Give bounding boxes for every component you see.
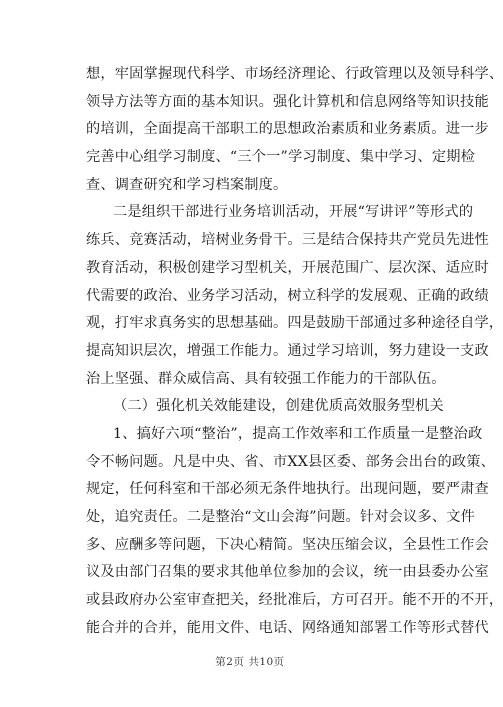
text-line-indented: 二是组织干部进行业务培训活动，开展“写讲评”等形式的: [113, 204, 474, 221]
text-line: 的培训，全面提高干部职工的思想政治素质和业务素质。进一步: [86, 121, 489, 138]
text-line: 能合并的合并，能用文件、电话、网络通知部署工作等形式替代: [86, 619, 489, 636]
page-number: 第2页 共10页: [215, 656, 285, 668]
text-line: 观，打牢求真务实的思想基础。四是鼓励干部通过多种途径自学，: [86, 315, 503, 332]
text-line: 议及由部门召集的要求其他单位参加的会议，统一由县委办公室: [86, 564, 489, 581]
text-line: 提高知识层次，增强工作能力。通过学习培训，努力建设一支政: [86, 342, 489, 359]
text-line: 教育活动，积极创建学习型机关，开展范围广、层次深、适应时: [86, 259, 489, 276]
text-line: 规定，任何科室和干部必须无条件地执行。出现问题，要严肃查: [86, 481, 489, 498]
text-line: 想，牢固掌握现代科学、市场经济理论、行政管理以及领导科学、: [86, 66, 503, 82]
section-heading: （二）强化机关效能建设，创建优质高效服务型机关: [113, 398, 444, 415]
text-line: 完善中心组学习制度、“三个一”学习制度、集中学习、定期检: [86, 149, 475, 166]
text-line: 或县政府办公室审查把关，经批准后，方可召开。能不开的不开，: [86, 592, 503, 609]
text-line: 练兵、竞赛活动，培树业务骨干。三是结合保持共产党员先进性: [86, 232, 489, 249]
text-line: 令不畅问题。凡是中央、省、市XX县区委、部务会出台的政策、: [86, 453, 496, 470]
text-line-indented: 1、搞好六项“整治”，提高工作效率和工作质量一是整治政: [113, 425, 483, 442]
text-line: 领导方法等方面的基本知识。强化计算机和信息网络等知识技能: [86, 93, 489, 110]
page-footer: [0, 654, 500, 669]
text-line: 代需要的政治、业务学习活动，树立科学的发展观、正确的政绩: [86, 287, 489, 304]
text-line: 治上坚强、群众威信高、具有较强工作能力的干部队伍。: [86, 370, 446, 387]
text-line: 查、调查研究和学习档案制度。: [86, 176, 288, 193]
text-line: 多、应酬多等问题，下决心精简。坚决压缩会议，全县性工作会: [86, 536, 489, 553]
text-line: 处，追究责任。二是整治“文山会海”问题。针对会议多、文件: [86, 509, 475, 525]
document-body: [86, 61, 503, 642]
